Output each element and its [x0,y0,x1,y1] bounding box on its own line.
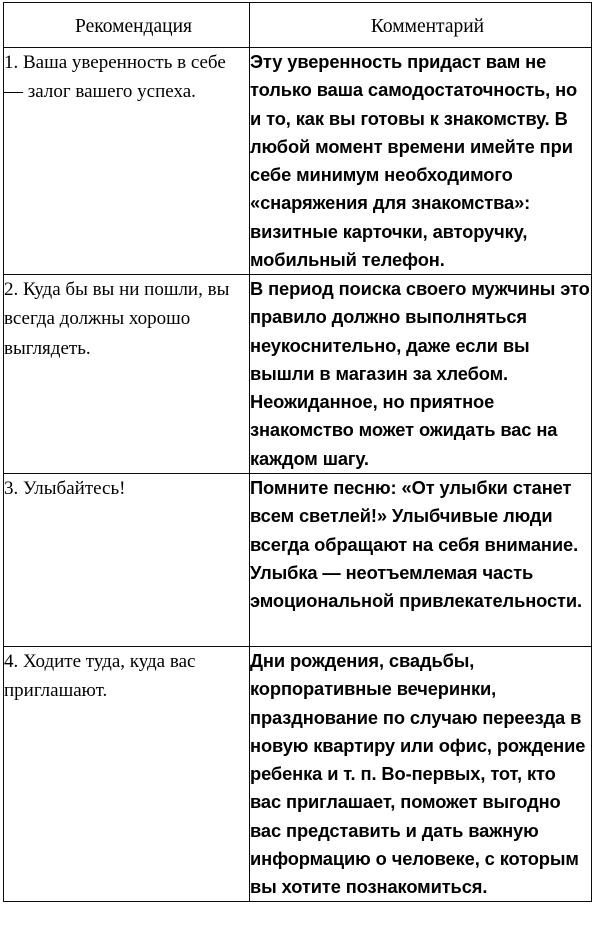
recommendations-table [3,2,592,902]
comment-cell [250,473,592,646]
column-header-recommendation-label: Рекомендация [75,16,192,37]
table-header [4,3,592,48]
column-header-recommendation [4,3,250,48]
recommendation-text: 4. Ходите туда, куда вас приглашают. [4,650,196,702]
recommendation-cell [4,473,250,646]
recommendation-text: 1. Ваша уверенность в себе — залог вашего успеха. [4,52,226,103]
comment-text: Эту уверенность придаст вам не только ваша самодостаточность, но и то, как вы готовы к знакомству. В любой момент времени имейте при себе минимум необходимого «снаряжения для знакомства»: визитные карточки, авторучку, мобильный телефон. [250,51,578,270]
comment-text: В период поиска своего мужчины это правило должно выполняться неукоснительно, даже если вы вышли в магазин за хлебом. Неожиданное, но приятное знакомство может ожидать вас на каждом шагу. [250,278,590,469]
table-body [4,48,592,902]
recommendation-cell [4,275,250,474]
recommendation-cell [4,48,250,275]
table-row [4,275,592,474]
table-row [4,646,592,901]
column-header-comment-label: Комментарий [370,16,485,37]
comment-cell [250,646,592,901]
recommendation-cell [4,646,250,901]
comment-cell [250,48,592,275]
table-row [4,48,592,275]
table-row [4,473,592,646]
recommendation-text: 3. Улыбайтесь! [4,477,126,499]
comment-cell [250,275,592,474]
comment-text: Дни рождения, свадьбы, корпоративные вечеринки, празднование по случаю переезда в новую квартиру или офис, рождение ребенка и т. п. Во-первых, тот, кто вас приглашает, поможет выгодно вас представить и дать важную информацию о человеке, с которым вы хотите познакомиться. [250,649,586,898]
column-header-comment [250,3,592,48]
table-header-row [4,3,592,48]
comment-text: Помните песню: «От улыбки станет всем светлей!» Улыбчивые люди всегда обращают на себя внимание. Улыбка — неотъемлемая часть эмоциональной привлекательности. [250,476,583,612]
recommendation-text: 2. Куда бы вы ни пошли, вы всегда должны хорошо выглядеть. [4,279,230,359]
